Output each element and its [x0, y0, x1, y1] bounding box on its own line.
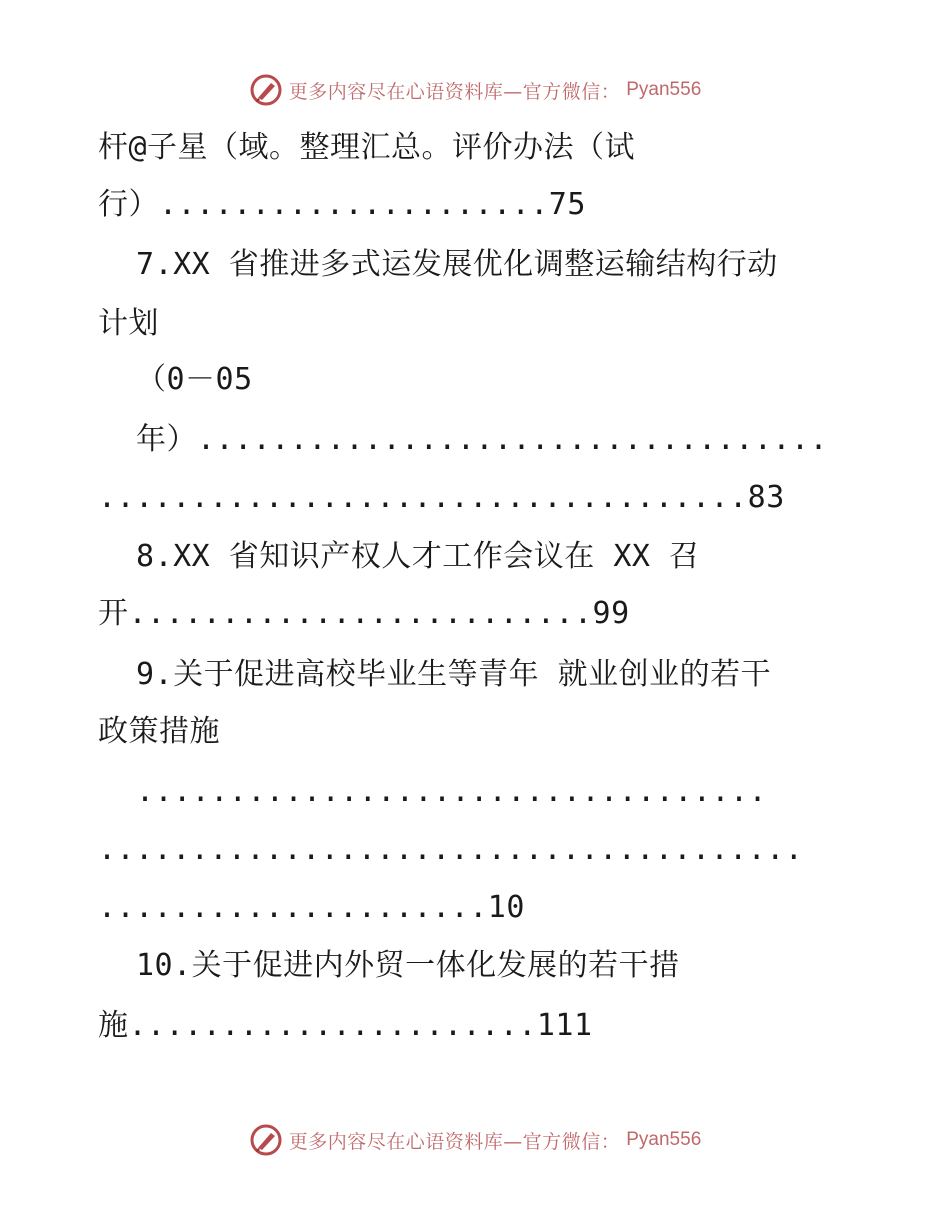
toc-line-10: 9.关于促进高校毕业生等青年 就业创业的若干 — [136, 657, 772, 692]
watermark-contact: Pyan556 — [626, 1129, 702, 1150]
toc-line-12: .................................. — [136, 774, 768, 809]
footer-watermark — [0, 1120, 950, 1160]
toc-line-4: 计划 — [98, 306, 159, 341]
pen-logo-icon — [249, 73, 283, 107]
toc-line-6: 年）.................................. — [136, 422, 829, 457]
toc-line-1: 杆@子星（域。整理汇总。评价办法（试 — [98, 130, 636, 165]
toc-line-5: （0－05 — [136, 362, 253, 397]
toc-line-11: 政策措施 — [98, 714, 220, 749]
toc-line-8: 8.XX 省知识产权人才工作会议在 XX 召 — [136, 539, 700, 574]
toc-line-3: 7.XX 省推进多式运发展优化调整运输结构行动 — [136, 247, 778, 282]
toc-line-13: ...................................... — [98, 832, 804, 867]
toc-line-7: ...................................83 — [98, 480, 785, 515]
watermark-text: 更多内容尽在心语资料库—官方微信： — [288, 1130, 621, 1153]
pen-logo-icon — [249, 1123, 283, 1157]
header-watermark — [0, 70, 950, 110]
toc-line-2: 行）.....................75 — [98, 187, 586, 222]
toc-line-16: 施......................111 — [98, 1008, 593, 1043]
watermark-text: 更多内容尽在心语资料库—官方微信： — [288, 80, 621, 103]
toc-line-15: 10.关于促进内外贸一体化发展的若干措 — [136, 948, 680, 983]
watermark-contact: Pyan556 — [626, 79, 702, 100]
toc-line-14: .....................10 — [98, 890, 525, 925]
toc-line-9: 开.........................99 — [98, 596, 630, 631]
